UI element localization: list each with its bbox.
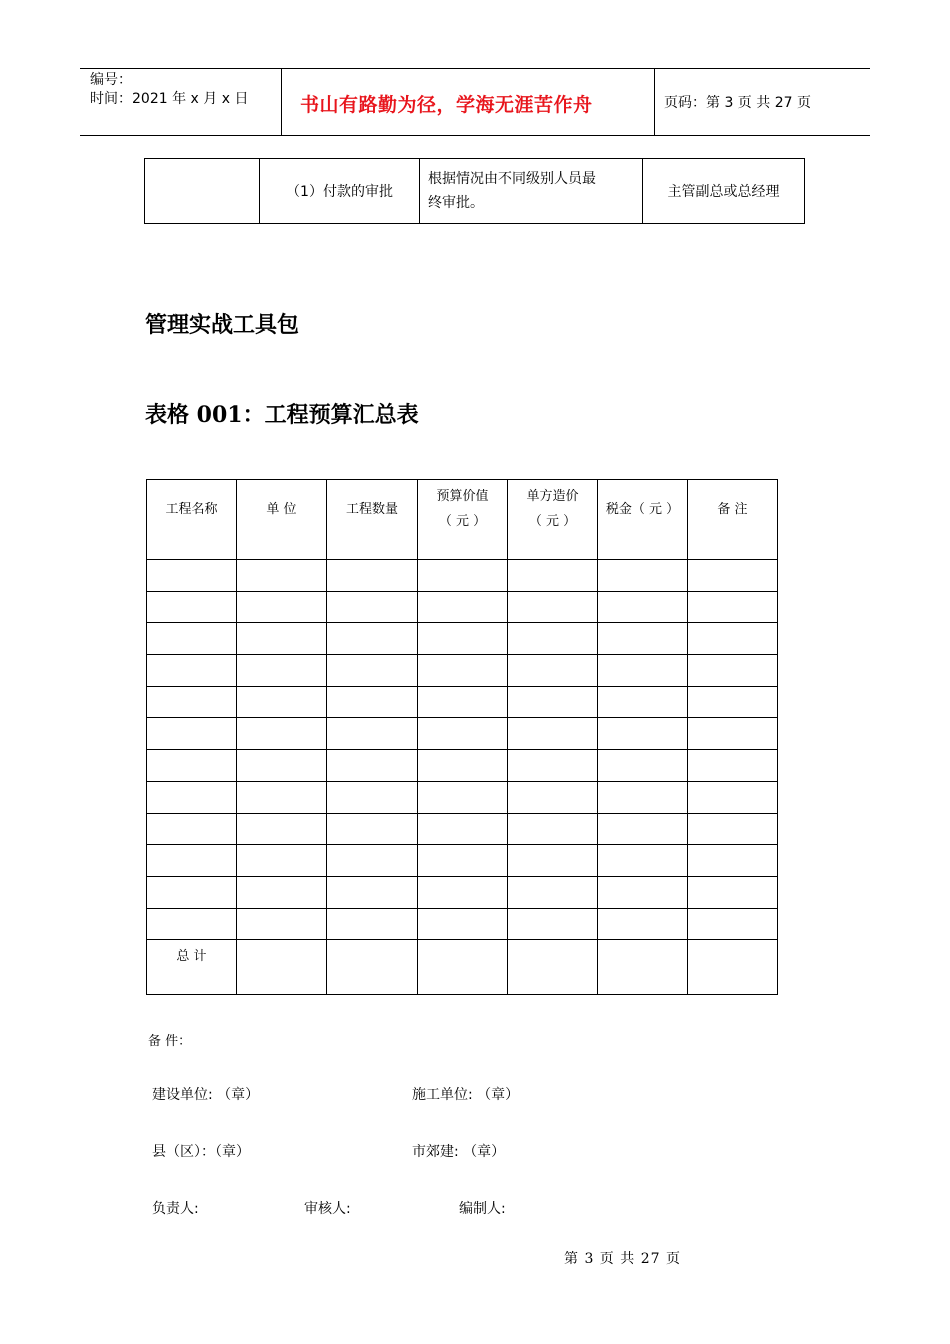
page-info: 页码：第 3 页 共 27 页 (664, 95, 811, 111)
table-cell (598, 686, 688, 718)
header-tax: 税金（ 元 ） (598, 480, 688, 560)
table-cell (598, 876, 688, 908)
table-cell (147, 655, 237, 687)
county-label: 县（区）：（章） (152, 1144, 250, 1160)
construction-unit-label: 施工单位: （章） (412, 1087, 520, 1103)
header-divider-right (654, 68, 655, 135)
table-row (147, 876, 778, 908)
table-cell (418, 560, 508, 592)
table-cell (598, 623, 688, 655)
table-cell (418, 718, 508, 750)
budget-table (146, 479, 778, 995)
table-cell (327, 908, 418, 940)
table-cell (327, 560, 418, 592)
table-cell (598, 781, 688, 813)
table-row (147, 623, 778, 655)
table-cell (237, 560, 327, 592)
table-cell (688, 623, 778, 655)
table-cell (688, 655, 778, 687)
table-cell (327, 750, 418, 782)
header-remarks: 备 注 (688, 480, 778, 560)
header-unit-cost: 单方造价 （ 元 ） (508, 480, 598, 560)
table-row (147, 908, 778, 940)
table-cell (418, 655, 508, 687)
table-cell (508, 623, 598, 655)
table-cell (688, 781, 778, 813)
header-bottom-border (80, 135, 870, 136)
table-row (147, 813, 778, 845)
total-cell (508, 940, 598, 995)
table-cell (688, 876, 778, 908)
budget-header-row (147, 480, 778, 560)
table-cell (237, 623, 327, 655)
table-cell (327, 813, 418, 845)
table-cell (418, 908, 508, 940)
table-cell (237, 591, 327, 623)
table-cell (147, 845, 237, 877)
table-cell (598, 813, 688, 845)
table-cell (598, 845, 688, 877)
table-cell (598, 750, 688, 782)
table-cell (508, 560, 598, 592)
table-cell (418, 623, 508, 655)
approval-approver: 主管副总或总经理 (643, 159, 805, 224)
total-cell (327, 940, 418, 995)
table-cell (508, 718, 598, 750)
total-cell (598, 940, 688, 995)
table-row (147, 750, 778, 782)
table-cell (688, 718, 778, 750)
total-label-cell (147, 940, 237, 995)
reviewer-label: 审核人: (304, 1201, 351, 1217)
total-cell (688, 940, 778, 995)
table-cell (327, 876, 418, 908)
total-label: 总 计 (176, 949, 207, 965)
table-cell (147, 781, 237, 813)
table-cell (418, 845, 508, 877)
date-label: 时间：2021 年 x 月 x 日 (90, 91, 249, 107)
table-cell (598, 908, 688, 940)
header-divider-left (281, 68, 282, 135)
total-cell (418, 940, 508, 995)
approval-row (145, 159, 805, 224)
table-row (147, 655, 778, 687)
table-cell (327, 845, 418, 877)
table-cell (237, 750, 327, 782)
header-project-name: 工程名称 (147, 480, 237, 560)
table-cell (688, 591, 778, 623)
table-cell (327, 623, 418, 655)
approval-table (144, 158, 805, 224)
table-cell (237, 686, 327, 718)
table-cell (237, 908, 327, 940)
table-cell (508, 845, 598, 877)
table-cell (688, 908, 778, 940)
table-cell (598, 591, 688, 623)
table-cell (418, 781, 508, 813)
table-cell (508, 876, 598, 908)
table-cell (147, 750, 237, 782)
table-row (147, 845, 778, 877)
table-row (147, 718, 778, 750)
footer-page-number: 第 3 页 共 27 页 (564, 1251, 681, 1267)
table-cell (508, 781, 598, 813)
table-row (147, 686, 778, 718)
approval-description-line1: 根据情况由不同级别人员最 (428, 171, 596, 187)
table-cell (147, 718, 237, 750)
preparer-label: 编制人: (459, 1201, 506, 1217)
table-cell (508, 591, 598, 623)
serial-label: 编号： (90, 72, 132, 88)
section-title: 管理实战工具包 (145, 312, 300, 338)
table-cell (418, 750, 508, 782)
table-cell (147, 560, 237, 592)
table-cell (147, 813, 237, 845)
total-cell (237, 940, 327, 995)
table-cell (508, 750, 598, 782)
approval-item: （1）付款的审批 (260, 159, 420, 224)
table-cell (598, 560, 688, 592)
table-cell (237, 781, 327, 813)
table-cell (688, 813, 778, 845)
table-cell (598, 718, 688, 750)
table-cell (147, 876, 237, 908)
approval-description-line2: 终审批。 (428, 195, 484, 211)
table-cell (688, 560, 778, 592)
table-cell (418, 876, 508, 908)
approval-description (420, 159, 643, 224)
header-budget-value: 预算价值 （ 元 ） (418, 480, 508, 560)
table-cell (237, 876, 327, 908)
header-unit: 单 位 (237, 480, 327, 560)
header-quantity: 工程数量 (327, 480, 418, 560)
table-cell (327, 655, 418, 687)
table-row (147, 591, 778, 623)
table-cell (327, 781, 418, 813)
city-construction-label: 市郊建: （章） (412, 1144, 506, 1160)
header-top-border (80, 68, 870, 69)
table-row (147, 781, 778, 813)
budget-body (147, 560, 778, 995)
table-cell (418, 686, 508, 718)
responsible-label: 负责人: (152, 1201, 199, 1217)
table-cell (147, 908, 237, 940)
table-cell (688, 686, 778, 718)
table-cell (598, 655, 688, 687)
table-cell (508, 686, 598, 718)
table-cell (237, 845, 327, 877)
form-title: 表格 001：工程预算汇总表 (145, 402, 419, 428)
approval-cell-empty (145, 159, 260, 224)
table-cell (418, 813, 508, 845)
slogan: 书山有路勤为径，学海无涯苦作舟 (300, 94, 593, 116)
table-cell (327, 718, 418, 750)
table-cell (147, 686, 237, 718)
table-cell (327, 686, 418, 718)
table-cell (327, 591, 418, 623)
table-cell (237, 718, 327, 750)
build-unit-label: 建设单位: （章） (152, 1087, 260, 1103)
table-cell (508, 908, 598, 940)
table-cell (237, 813, 327, 845)
table-row (147, 560, 778, 592)
table-cell (688, 845, 778, 877)
table-cell (147, 591, 237, 623)
table-cell (688, 750, 778, 782)
table-cell (147, 623, 237, 655)
table-cell (508, 813, 598, 845)
total-row (147, 940, 778, 995)
attachments-label: 备 件： (148, 1034, 192, 1049)
table-cell (418, 591, 508, 623)
table-cell (237, 655, 327, 687)
table-cell (508, 655, 598, 687)
